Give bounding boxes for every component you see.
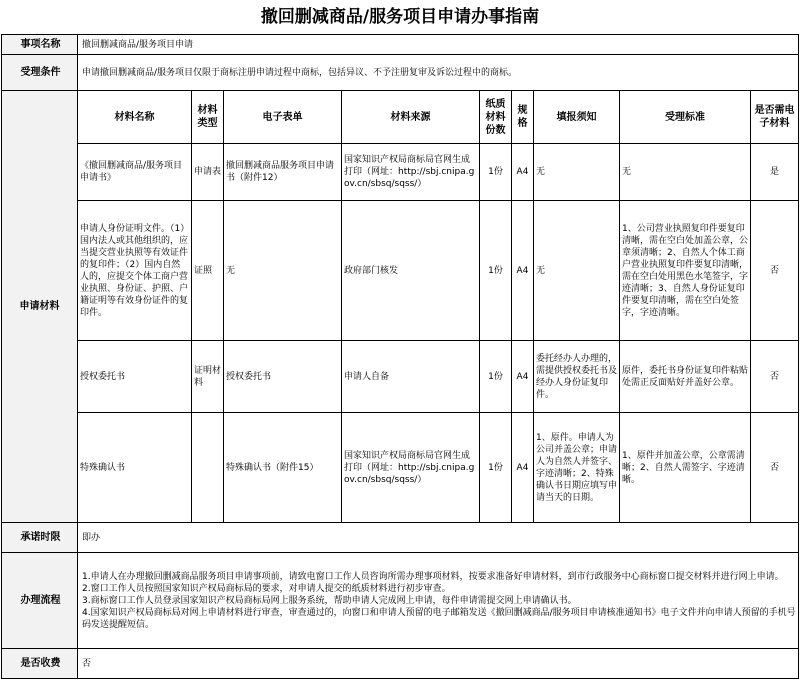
- fee-value: 否: [78, 649, 799, 679]
- material-form: 授权委托书: [224, 341, 342, 413]
- header-source: 材料来源: [342, 91, 480, 144]
- materials-label: 申请材料: [2, 91, 78, 523]
- material-type: 申请表: [192, 144, 224, 201]
- item-name-label: 事项名称: [2, 35, 78, 55]
- material-type: 证明材料: [192, 341, 224, 413]
- guide-table: [1, 34, 799, 679]
- conditions-row: [2, 55, 799, 91]
- process-step: 3.商标窗口工作人员登录国家知识产权局商标局网上服务系统，帮助申请人完成网上申请，每件申请需提交网上申请确认书。: [82, 595, 577, 606]
- material-type: 证照: [192, 201, 224, 341]
- material-form: 无: [224, 201, 342, 341]
- material-standard: 原件，委托书身份证复印件粘贴处需正反面贴好并盖好公章。: [620, 341, 751, 413]
- item-name-value: 撤回删减商品/服务项目申请: [78, 35, 799, 55]
- conditions-value: 申请撤回删减商品/服务项目仅限于商标注册申请过程中商标，包括异议、不予注册复审及诉讼过程中的商标。: [78, 55, 799, 91]
- material-standard: 1、公司营业执照复印件要复印清晰，需在空白处加盖公章，公章须清晰；2、自然人个体工商户营业执照复印件要复印清晰，需在空白处用黑色水笔签字，字迹清晰；3、自然人身份证复印件要复印清晰，需在空白处签字，字迹清晰。: [620, 201, 751, 341]
- process-row: [2, 553, 799, 649]
- material-source: 申请人自备: [342, 341, 480, 413]
- material-copies: 1份: [480, 201, 512, 341]
- material-row: [2, 201, 799, 341]
- material-spec: A4: [512, 341, 534, 413]
- material-type: [192, 413, 224, 523]
- material-copies: 1份: [480, 144, 512, 201]
- material-electronic: 是: [751, 144, 799, 201]
- header-form: 电子表单: [224, 91, 342, 144]
- time-limit-row: [2, 523, 799, 553]
- material-spec: A4: [512, 413, 534, 523]
- material-row: [2, 144, 799, 201]
- material-notes: 1、原件。申请人为公司并盖公章；申请人为自然人并签字、字迹清晰；2、特殊确认书日期应填写申请当天的日期。: [534, 413, 620, 523]
- fee-row: [2, 649, 799, 679]
- page-title: 撤回删减商品/服务项目申请办事指南: [260, 7, 540, 27]
- material-form: 撤回删减商品服务项目申请书（附件12）: [224, 144, 342, 201]
- material-standard: 1、原件并加盖公章，公章需清晰；2、自然人需签字、字迹清晰。: [620, 413, 751, 523]
- material-source: 政府部门核发: [342, 201, 480, 341]
- header-notes: 填报须知: [534, 91, 620, 144]
- conditions-label: 受理条件: [2, 55, 78, 91]
- material-source: 国家知识产权局商标局官网生成打印（网址：http://sbj.cnipa.gov.cn/sbsq/sqss/）: [342, 413, 480, 523]
- material-name: 申请人身份证明文件。（1）国内法人或其他组织的，应当提交营业执照等有效证件的复印件；（2）国内自然人的，应提交个体工商户营业执照、身份证、护照、户籍证明等有效身份证件的复印件。: [78, 201, 192, 341]
- material-row: [2, 341, 799, 413]
- header-copies: 纸质材料份数: [480, 91, 512, 144]
- header-name: 材料名称: [78, 91, 192, 144]
- material-copies: 1份: [480, 413, 512, 523]
- header-type: 材料类型: [192, 91, 224, 144]
- material-electronic: 否: [751, 201, 799, 341]
- fee-label: 是否收费: [2, 649, 78, 679]
- time-limit-value: 即办: [78, 523, 799, 553]
- material-name: 《撤回删减商品/服务项目申请书》: [78, 144, 192, 201]
- process-step: 4.国家知识产权局商标局对网上申请材料进行审查，审查通过的，向窗口和申请人预留的电子邮箱发送《撤回删减商品/服务项目申请核准通知书》电子文件并向申请人预留的手机号码发送提醒短信。: [82, 607, 796, 630]
- material-notes: 无: [534, 144, 620, 201]
- header-spec: 规格: [512, 91, 534, 144]
- material-standard: 无: [620, 144, 751, 201]
- material-name: 授权委托书: [78, 341, 192, 413]
- process-step: 1.申请人在办理撤回删减商品服务项目申请事项前，请致电窗口工作人员咨询所需办理事项材料，按要求准备好申请材料，到市行政服务中心商标窗口提交材料并进行网上申请。: [82, 571, 784, 582]
- item-name-row: [2, 35, 799, 55]
- material-electronic: 否: [751, 413, 799, 523]
- material-notes: 委托经办人办理的，需提供授权委托书及经办人身份证复印件。: [534, 341, 620, 413]
- material-name: 特殊确认书: [78, 413, 192, 523]
- process-steps: [78, 553, 799, 649]
- material-electronic: 否: [751, 341, 799, 413]
- header-standard: 受理标准: [620, 91, 751, 144]
- materials-header-row: [2, 91, 799, 144]
- material-row: [2, 413, 799, 523]
- material-copies: 1份: [480, 341, 512, 413]
- header-electronic: 是否需电子材料: [751, 91, 799, 144]
- material-source: 国家知识产权局商标局官网生成打印（网址：http://sbj.cnipa.gov.cn/sbsq/sqss/）: [342, 144, 480, 201]
- material-form: 特殊确认书（附件15）: [224, 413, 342, 523]
- time-limit-label: 承诺时限: [2, 523, 78, 553]
- material-notes: 无: [534, 201, 620, 341]
- material-spec: A4: [512, 144, 534, 201]
- process-step: 2.窗口工作人员按照国家知识产权局商标局的要求，对申请人提交的纸质材料进行初步审查。: [82, 583, 451, 594]
- process-label: 办理流程: [2, 553, 78, 649]
- material-spec: A4: [512, 201, 534, 341]
